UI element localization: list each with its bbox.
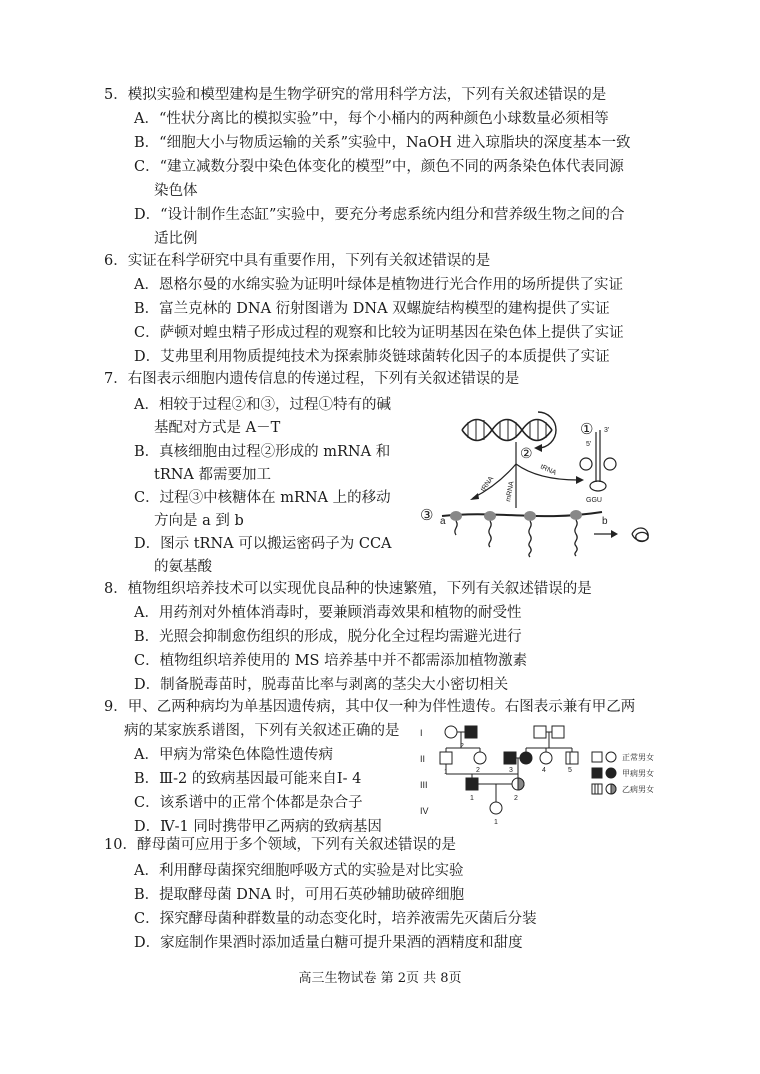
end-a-label: a: [440, 516, 446, 527]
q9-option-a: A．甲病为常染色体隐性遗传病: [134, 747, 333, 763]
svg-text:1: 1: [470, 795, 474, 802]
q8-option-c: C．植物组织培养使用的 MS 培养基中并不都需添加植物激素: [134, 653, 528, 669]
process-2-label: ②: [520, 445, 533, 461]
svg-text:1: 1: [444, 769, 448, 776]
q6-option-b: B．富兰克林的 DNA 衍射图谱为 DNA 双螺旋结构模型的建构提供了实证: [134, 301, 610, 317]
q6-option-d: D．艾弗里利用物质提纯技术为探索肺炎链球菌转化因子的本质提供了实证: [134, 349, 610, 365]
q5-option-a: A．“性状分离比的模拟实验”中，每个小桶内的两种颜色小球数量必须相等: [134, 111, 609, 127]
five-prime-label: 5': [586, 441, 592, 448]
q8-option-b: B．光照会抑制愈伤组织的形成，脱分化全过程均需避光进行: [134, 629, 522, 645]
trna-cloverleaf-icon: [580, 430, 616, 491]
polypeptide-chain-icons: [455, 520, 577, 557]
process-1-label: ①: [580, 421, 594, 438]
q8-option-a: A．用药剂对外植体消毒时，要兼顾消毒效果和植物的耐受性: [134, 605, 522, 621]
question-9-stem-line2: 病的某家族系谱图，下列有关叙述正确的是: [124, 723, 400, 739]
gen-I-label: I: [420, 728, 423, 738]
q5-option-c: C．“建立减数分裂中染色体变化的模型”中，颜色不同的两条染色体代表同源: [134, 159, 624, 175]
svg-text:5: 5: [568, 767, 572, 774]
q5-option-d: D．“设计制作生态缸”实验中，要充分考虑系统内组分和营养级生物之间的合: [134, 207, 625, 223]
svg-text:2: 2: [476, 767, 480, 774]
svg-text:2: 2: [514, 795, 518, 802]
legend-normal: 正常男女: [622, 753, 654, 762]
svg-text:3: 3: [509, 767, 513, 774]
q7-option-a: A．相较于过程②和③，过程①特有的碱: [134, 397, 391, 413]
svg-text:1: 1: [494, 819, 498, 826]
q6-option-c: C．萨顿对蝗虫精子形成过程的观察和比较为证明基因在染色体上提供了实证: [134, 325, 624, 341]
q7-option-c-cont: 方向是 a 到 b: [154, 513, 244, 529]
q7-option-b: B．真核细胞由过程②形成的 mRNA 和: [134, 444, 391, 460]
question-9-stem-line1: 9．甲、乙两种病均为单基因遗传病，其中仅一种为伴性遗传。右图表示兼有甲乙两: [104, 699, 636, 715]
question-6-stem: 6．实证在科学研究中具有重要作用，下列有关叙述错误 · ·的是: [104, 250, 490, 272]
q5-option-c-cont: 染色体: [154, 183, 198, 199]
process-3-label: ③: [420, 507, 434, 524]
q7-option-a-cont: 基配对方式是 A－T: [154, 420, 281, 436]
replication-arrow-icon: [538, 412, 556, 448]
q10-option-b: B．提取酵母菌 DNA 时，可用石英砂辅助破碎细胞: [134, 887, 465, 903]
end-b-label: b: [602, 516, 608, 527]
trna-label-right: tRNA: [539, 463, 558, 477]
q7-option-d-cont: 的氨基酸: [154, 559, 212, 575]
q10-option-d: D．家庭制作果酒时添加适量白糖可提升果酒的酒精度和甜度: [134, 935, 523, 951]
folded-protein-icon: [632, 528, 648, 541]
gen-IV-label: IV: [420, 806, 429, 816]
question-5-stem: 5．模拟实验和模型建构是生物学研究的常用科学方法，下列有关叙述错误 · ·的是: [104, 84, 606, 106]
q5-option-d-cont: 适比例: [154, 231, 198, 247]
legend-jia: 甲病男女: [622, 769, 654, 778]
anticodon-label: GGU: [586, 497, 602, 504]
q7-option-b-cont: tRNA 都需要加工: [154, 467, 272, 483]
mrna-label: mRNA: [505, 480, 516, 503]
gen-III-label: III: [420, 780, 428, 790]
q7-option-d: D．图示 tRNA 可以搬运密码子为 CCA: [134, 536, 392, 552]
q6-option-a: A．恩格尔曼的水绵实验为证明叶绿体是植物进行光合作用的场所提供了实证: [134, 277, 623, 293]
question-10-stem: 10．酵母菌可应用于多个领域，下列有关叙述错误 · ·的是: [104, 834, 456, 856]
q10-option-a: A．利用酵母菌探究细胞呼吸方式的实验是对比实验: [134, 863, 464, 879]
question-7-stem: 7．右图表示细胞内遗传信息的传递过程，下列有关叙述错误 · ·的是: [104, 368, 519, 390]
question-8-stem: 8．植物组织培养技术可以实现优良品种的快速繁殖，下列有关叙述错误 · ·的是: [104, 578, 592, 600]
gene-expression-figure: [418, 400, 668, 575]
pedigree-figure: [416, 722, 696, 834]
svg-text:4: 4: [542, 767, 546, 774]
svg-text:2: 2: [460, 743, 464, 750]
q9-option-d: D．Ⅳ-1 同时携带甲乙两病的致病基因: [134, 819, 382, 835]
q9-option-c: C．该系谱中的正常个体都是杂合子: [134, 795, 363, 811]
three-prime-label: 3': [604, 427, 610, 434]
page-footer: 高三生物试卷 第 2页 共 8页: [298, 971, 462, 986]
legend-yi: 乙病男女: [622, 785, 654, 794]
q7-option-c: C．过程③中核糖体在 mRNA 上的移动: [134, 490, 391, 506]
dna-helix-icon: [462, 420, 552, 441]
gen-II-label: II: [420, 754, 426, 764]
q8-option-d: D．制备脱毒苗时，脱毒苗比率与剥离的茎尖大小密切相关: [134, 677, 509, 693]
q5-option-b: B．“细胞大小与物质运输的关系”实验中，NaOH 进入琼脂块的深度基本一致: [134, 135, 631, 151]
trna-label-left: tRNA: [479, 475, 496, 494]
q10-option-c: C．探究酵母菌种群数量的动态变化时，培养液需先灭菌后分装: [134, 911, 537, 927]
q9-option-b: B．Ⅲ-2 的致病基因最可能来自Ⅰ- 4: [134, 771, 362, 787]
